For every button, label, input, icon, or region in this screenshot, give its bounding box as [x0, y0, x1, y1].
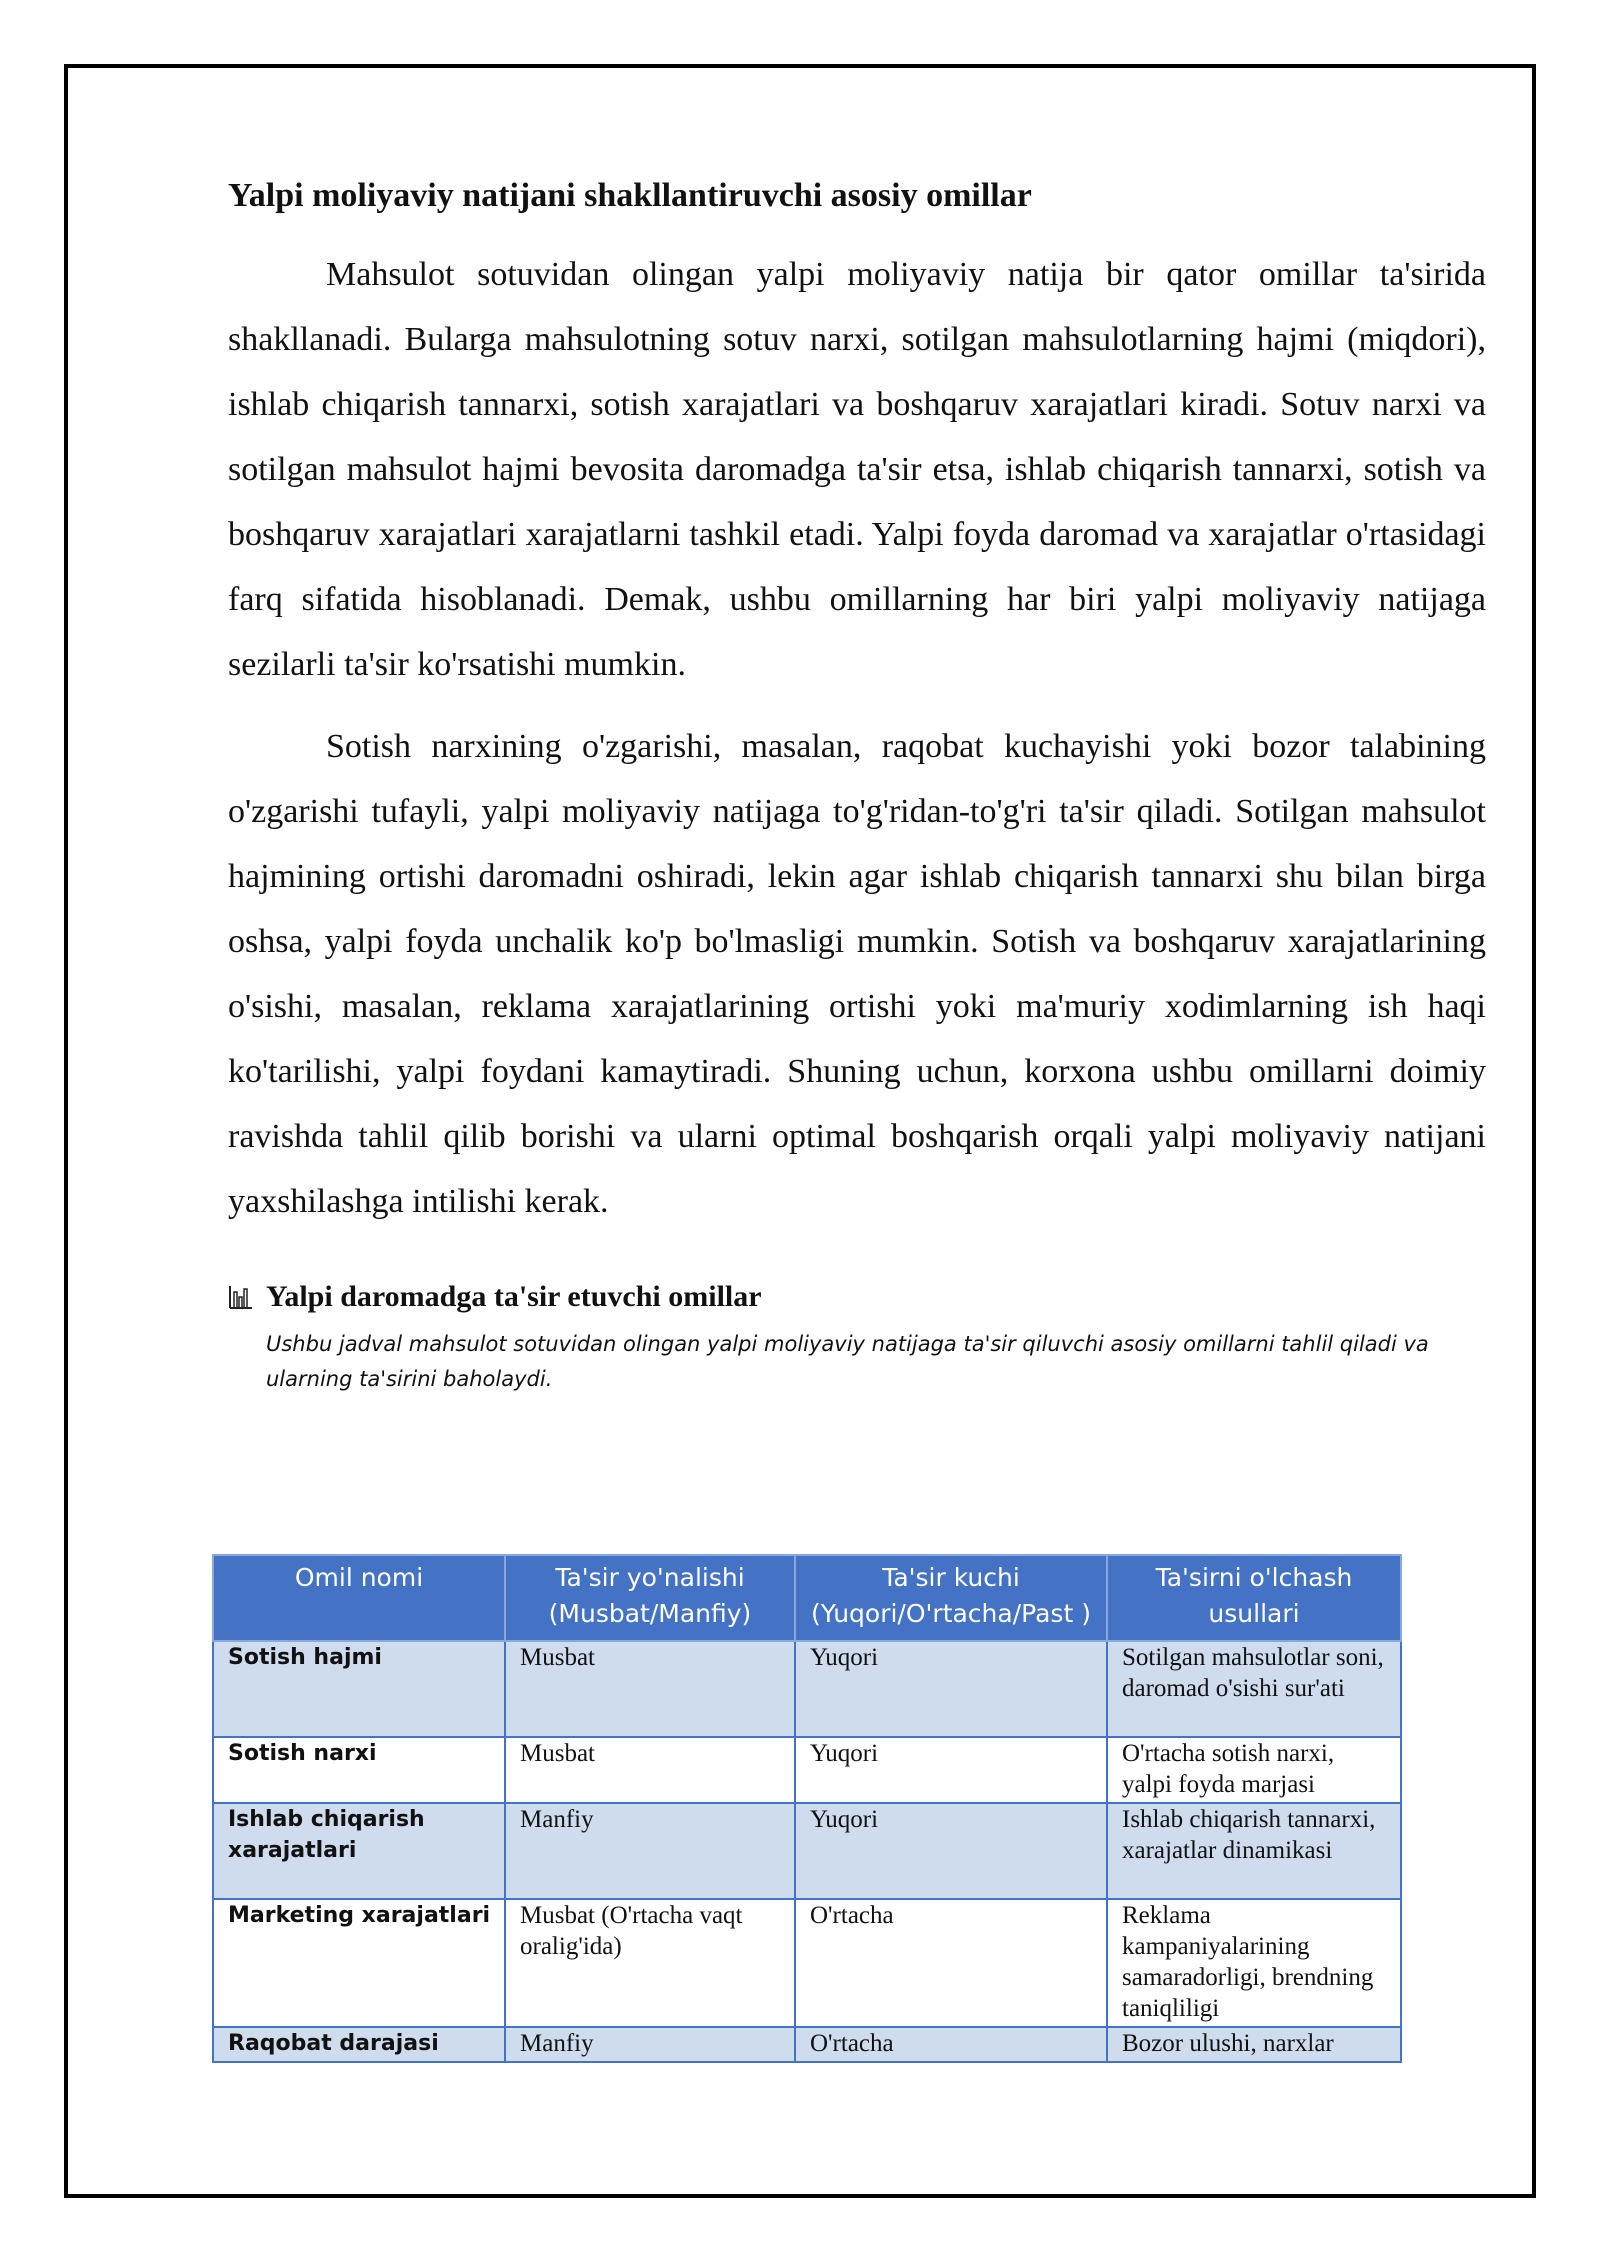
table-row	[213, 1899, 1401, 2027]
factor-name: Sotish hajmi	[213, 1641, 505, 1737]
table-title-text: Yalpi daromadga ta'sir etuvchi omillar	[266, 1280, 762, 1313]
table-row	[213, 2027, 1401, 2062]
table-row	[213, 1737, 1401, 1803]
impact-strength: Yuqori	[795, 1737, 1107, 1803]
table-title	[228, 1277, 1486, 1317]
column-header: Ta'sirni o'lchash usullari	[1107, 1555, 1401, 1641]
impact-direction: Manfiy	[505, 1803, 795, 1899]
bar-chart-icon	[228, 1284, 254, 1310]
measurement-methods: Bozor ulushi, narxlar	[1107, 2027, 1401, 2062]
factor-name: Marketing xarajatlari	[213, 1899, 505, 2027]
column-header: Ta'sir yo'nalishi (Musbat/Manfiy)	[505, 1555, 795, 1641]
factors-table	[212, 1554, 1402, 2063]
factor-name: Sotish narxi	[213, 1737, 505, 1803]
column-header: Omil nomi	[213, 1555, 505, 1641]
factor-name: Raqobat darajasi	[213, 2027, 505, 2062]
measurement-methods: Reklama kampaniyalarining samaradorligi, brendning taniqliligi	[1107, 1899, 1401, 2027]
impact-direction: Musbat	[505, 1641, 795, 1737]
paragraph-2: Sotish narxining o'zgarishi, masalan, raqobat kuchayishi yoki bozor talabining o'zgarishi tufayli, yalpi moliyaviy natijaga to'g'ridan-to'g'ri ta'sir qiladi. Sotilgan mahsulot hajmining ortishi daromadni oshiradi, lekin agar ishlab chiqarish tannarxi shu bilan birga oshsa, yalpi foyda unchalik ko'p bo'lmasligi mumkin. Sotish va boshqaruv xarajatlarining o'sishi, masalan, reklama xarajatlarining ortishi yoki ma'muriy xodimlarning ish haqi ko'tarilishi, yalpi foydani kamaytiradi. Shuning uchun, korxona ushbu omillarni doimiy ravishda tahlil qilib borishi va ularni optimal boshqarish orqali yalpi moliyaviy natijani yaxshilashga intilishi kerak.	[228, 728, 1486, 1220]
document-body	[228, 172, 1486, 1397]
factor-name: Ishlab chiqarish xarajatlari	[213, 1803, 505, 1899]
measurement-methods: Sotilgan mahsulotlar soni, daromad o'sishi sur'ati	[1107, 1641, 1401, 1737]
impact-strength: Yuqori	[795, 1641, 1107, 1737]
table-row	[213, 1803, 1401, 1899]
paragraph-1: Mahsulot sotuvidan olingan yalpi moliyaviy natija bir qator omillar ta'sirida shakllanadi. Bularga mahsulotning sotuv narxi, sotilgan mahsulotlarning hajmi (miqdori), ishlab chiqarish tannarxi, sotish xarajatlari va boshqaruv xarajatlari kiradi. Sotuv narxi va sotilgan mahsulot hajmi bevosita daromadga ta'sir etsa, ishlab chiqarish tannarxi, sotish va boshqaruv xarajatlari xarajatlarni tashkil etadi. Yalpi foyda daromad va xarajatlar o'rtasidagi farq sifatida hisoblanadi. Demak, ushbu omillarning har biri yalpi moliyaviy natijaga sezilarli ta'sir ko'rsatishi mumkin.	[228, 256, 1486, 683]
impact-strength: O'rtacha	[795, 1899, 1107, 2027]
table-row	[213, 1641, 1401, 1737]
impact-strength: O'rtacha	[795, 2027, 1107, 2062]
table-header-row	[213, 1555, 1401, 1641]
table-caption: Ushbu jadval mahsulot sotuvidan olingan yalpi moliyaviy natijaga ta'sir qiluvchi asosiy omillarni tahlil qiladi va ularning ta'sirini baholaydi.	[266, 1332, 1429, 1391]
measurement-methods: Ishlab chiqarish tannarxi, xarajatlar dinamikasi	[1107, 1803, 1401, 1899]
section-heading: Yalpi moliyaviy natijani shakllantiruvchi asosiy omillar	[228, 177, 1032, 214]
impact-direction: Musbat (O'rtacha vaqt oralig'ida)	[505, 1899, 795, 2027]
column-header: Ta'sir kuchi (Yuqori/O'rtacha/Past )	[795, 1555, 1107, 1641]
impact-strength: Yuqori	[795, 1803, 1107, 1899]
measurement-methods: O'rtacha sotish narxi, yalpi foyda marjasi	[1107, 1737, 1401, 1803]
impact-direction: Musbat	[505, 1737, 795, 1803]
impact-direction: Manfiy	[505, 2027, 795, 2062]
